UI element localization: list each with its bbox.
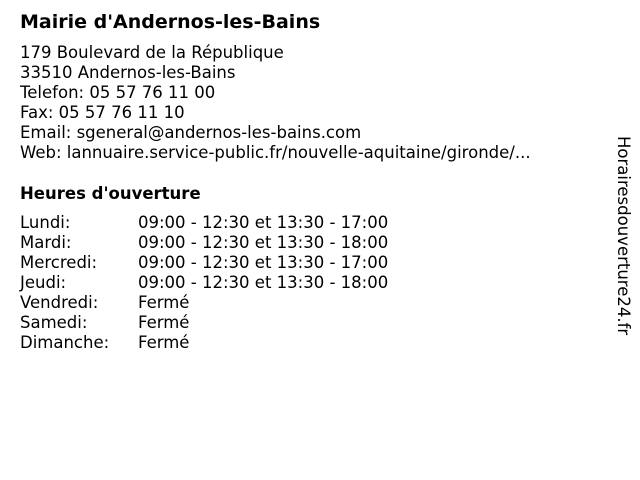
time-value: Fermé	[138, 313, 190, 332]
day-label: Mardi:	[20, 233, 72, 252]
hours-row	[20, 273, 388, 293]
email-line: Email: sgeneral@andernos-les-bains.com	[20, 123, 362, 142]
hours-row	[20, 233, 388, 253]
time-value: Fermé	[138, 293, 190, 312]
day-label: Dimanche:	[20, 333, 110, 352]
fax-line: Fax: 05 57 76 11 10	[20, 103, 185, 122]
time-value: 09:00 - 12:30 et 13:30 - 18:00	[138, 233, 389, 252]
phone-line: Telefon: 05 57 76 11 00	[20, 83, 216, 102]
day-label: Jeudi:	[20, 273, 67, 292]
contact-block	[20, 43, 531, 163]
hours-row	[20, 253, 388, 273]
time-value: 09:00 - 12:30 et 13:30 - 17:00	[138, 213, 389, 232]
time-value: 09:00 - 12:30 et 13:30 - 17:00	[138, 253, 389, 272]
opening-hours-list	[20, 213, 388, 353]
web-line: Web: lannuaire.service-public.fr/nouvelle-aquitaine/gironde/...	[20, 143, 531, 162]
day-label: Vendredi:	[20, 293, 99, 312]
hours-row	[20, 293, 388, 313]
page-title: Mairie d'Andernos-les-Bains	[20, 11, 321, 33]
hours-row	[20, 213, 388, 233]
hours-row	[20, 313, 388, 333]
address-street: 179 Boulevard de la République	[20, 43, 284, 62]
site-watermark: Horairesdouverture24.fr	[614, 136, 633, 336]
time-value: Fermé	[138, 333, 190, 352]
day-label: Mercredi:	[20, 253, 98, 272]
hours-row	[20, 333, 388, 353]
hours-heading: Heures d'ouverture	[20, 184, 201, 203]
time-value: 09:00 - 12:30 et 13:30 - 18:00	[138, 273, 389, 292]
address-city: 33510 Andernos-les-Bains	[20, 63, 236, 82]
day-label: Lundi:	[20, 213, 71, 232]
day-label: Samedi:	[20, 313, 88, 332]
